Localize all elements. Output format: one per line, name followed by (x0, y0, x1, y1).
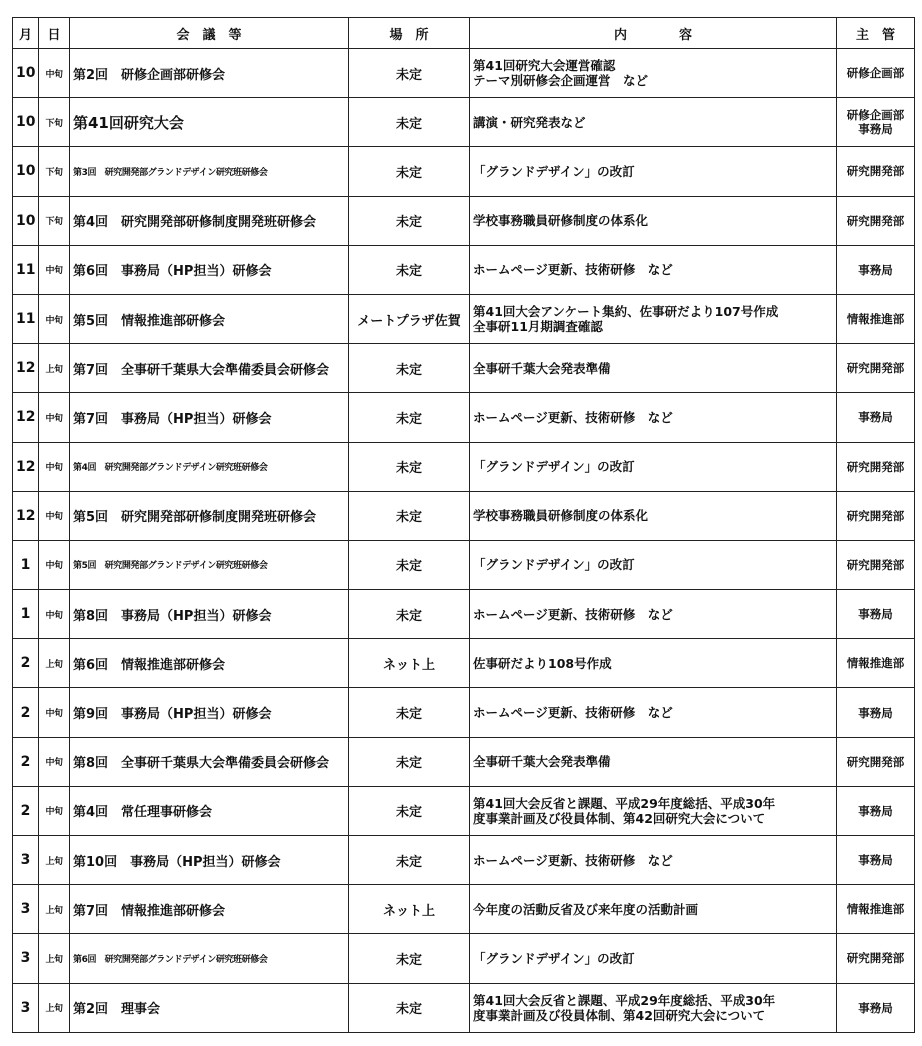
table-row (13, 196, 915, 245)
org-cell (837, 786, 915, 835)
table-row (13, 688, 915, 737)
org-line: 研究開発部 (846, 754, 905, 769)
place-cell: 未定 (349, 147, 470, 196)
org-line: 事務局 (858, 410, 893, 425)
content-line: ホームページ更新、技術研修 など (473, 262, 673, 278)
org-line: 事務局 (858, 705, 893, 720)
content-line: ホームページ更新、技術研修 など (473, 606, 673, 622)
day-cell: 中旬 (39, 737, 70, 786)
org-cell (837, 442, 915, 491)
day-cell: 中旬 (39, 393, 70, 442)
place-cell: ネット上 (349, 885, 470, 934)
month-cell: 10 (13, 147, 39, 196)
table-row (13, 590, 915, 639)
org-line: 研究開発部 (846, 361, 905, 376)
month-cell: 3 (13, 885, 39, 934)
place-cell: 未定 (349, 98, 470, 147)
table-row (13, 639, 915, 688)
day-cell: 上旬 (39, 885, 70, 934)
org-line: 研究開発部 (846, 213, 905, 228)
table-row (13, 934, 915, 983)
month-cell: 12 (13, 344, 39, 393)
org-cell (837, 294, 915, 343)
header-row (13, 18, 915, 49)
content-line: 「グランドデザイン」の改訂 (473, 557, 635, 573)
content-line: 今年度の活動反省及び来年度の活動計画 (473, 901, 699, 917)
content-line: 佐事研だより108号作成 (473, 655, 612, 671)
day-cell: 上旬 (39, 983, 70, 1032)
day-cell: 中旬 (39, 540, 70, 589)
place-cell: 未定 (349, 737, 470, 786)
day-cell: 中旬 (39, 786, 70, 835)
meeting-cell: 第10回 事務局（HP担当）研修会 (70, 836, 349, 885)
org-line: 事務局 (858, 122, 893, 137)
meeting-cell: 第7回 事務局（HP担当）研修会 (70, 393, 349, 442)
month-cell: 10 (13, 196, 39, 245)
place-cell: 未定 (349, 245, 470, 294)
meeting-cell: 第7回 全事研千葉県大会準備委員会研修会 (70, 344, 349, 393)
month-cell: 2 (13, 786, 39, 835)
org-cell (837, 885, 915, 934)
org-line: 事務局 (858, 803, 893, 818)
month-cell: 1 (13, 590, 39, 639)
place-cell: 未定 (349, 49, 470, 98)
org-cell (837, 98, 915, 147)
org-cell (837, 590, 915, 639)
meeting-cell: 第5回 研究開発部研修制度開発班研修会 (70, 491, 349, 540)
table-row (13, 737, 915, 786)
content-line: ホームページ更新、技術研修 など (473, 409, 673, 425)
content-cell (470, 98, 837, 147)
day-cell: 中旬 (39, 590, 70, 639)
place-cell: 未定 (349, 983, 470, 1032)
content-cell (470, 639, 837, 688)
content-cell (470, 294, 837, 343)
org-cell (837, 983, 915, 1032)
day-cell: 中旬 (39, 442, 70, 491)
meeting-cell: 第5回 情報推進部研修会 (70, 294, 349, 343)
org-line: 研修企画部 (846, 66, 905, 81)
org-line: 研究開発部 (846, 459, 905, 474)
meeting-cell: 第5回 研究開発部グランドデザイン研究班研修会 (70, 540, 349, 589)
org-line: 研究開発部 (846, 951, 905, 966)
month-cell: 10 (13, 98, 39, 147)
meeting-cell: 第8回 全事研千葉県大会準備委員会研修会 (70, 737, 349, 786)
day-cell: 上旬 (39, 639, 70, 688)
meeting-cell: 第2回 研修企画部研修会 (70, 49, 349, 98)
content-cell (470, 688, 837, 737)
meeting-cell: 第6回 情報推進部研修会 (70, 639, 349, 688)
meeting-cell: 第9回 事務局（HP担当）研修会 (70, 688, 349, 737)
day-cell: 中旬 (39, 491, 70, 540)
table-row (13, 393, 915, 442)
day-cell: 下旬 (39, 196, 70, 245)
day-cell: 上旬 (39, 836, 70, 885)
org-line: 事務局 (858, 262, 893, 277)
org-cell (837, 147, 915, 196)
org-cell (837, 196, 915, 245)
header-place: 場 所 (349, 18, 470, 49)
org-cell (837, 934, 915, 983)
content-line: 「グランドデザイン」の改訂 (473, 459, 635, 475)
month-cell: 2 (13, 688, 39, 737)
meeting-cell: 第2回 理事会 (70, 983, 349, 1032)
table-row (13, 786, 915, 835)
header-content: 内 容 (470, 18, 837, 49)
content-cell (470, 49, 837, 98)
month-cell: 3 (13, 983, 39, 1032)
content-cell (470, 245, 837, 294)
content-cell (470, 442, 837, 491)
content-line: 第41回研究大会運営確認 (473, 58, 616, 74)
content-line: 度事業計画及び役員体制、第42回研究大会について (473, 1007, 766, 1023)
content-line: 全事研11月期調査確認 (473, 319, 603, 335)
schedule-table (12, 17, 915, 1033)
content-cell (470, 737, 837, 786)
meeting-cell: 第7回 情報推進部研修会 (70, 885, 349, 934)
meeting-cell: 第3回 研究開発部グランドデザイン研究班研修会 (70, 147, 349, 196)
org-cell (837, 737, 915, 786)
month-cell: 11 (13, 245, 39, 294)
org-cell (837, 245, 915, 294)
table-row (13, 98, 915, 147)
month-cell: 12 (13, 442, 39, 491)
table-row (13, 442, 915, 491)
content-cell (470, 786, 837, 835)
content-line: 「グランドデザイン」の改訂 (473, 950, 635, 966)
content-line: テーマ別研修会企画運営 など (473, 73, 649, 89)
org-line: 事務局 (858, 1000, 893, 1015)
content-cell (470, 540, 837, 589)
meeting-cell: 第4回 研究開発部グランドデザイン研究班研修会 (70, 442, 349, 491)
place-cell: 未定 (349, 786, 470, 835)
content-line: ホームページ更新、技術研修 など (473, 852, 673, 868)
month-cell: 3 (13, 836, 39, 885)
header-month: 月 (13, 18, 39, 49)
table-row (13, 344, 915, 393)
content-cell (470, 196, 837, 245)
content-cell (470, 491, 837, 540)
content-line: 全事研千葉大会発表準備 (473, 754, 611, 770)
org-line: 情報推進部 (846, 656, 905, 671)
month-cell: 12 (13, 491, 39, 540)
meeting-cell: 第41回研究大会 (70, 98, 349, 147)
content-line: 学校事務職員研修制度の体系化 (473, 508, 649, 524)
place-cell: 未定 (349, 540, 470, 589)
place-cell: 未定 (349, 590, 470, 639)
content-line: ホームページ更新、技術研修 など (473, 705, 673, 721)
org-cell (837, 836, 915, 885)
meeting-cell: 第8回 事務局（HP担当）研修会 (70, 590, 349, 639)
content-line: 「グランドデザイン」の改訂 (473, 163, 635, 179)
content-line: 学校事務職員研修制度の体系化 (473, 213, 649, 229)
table-row (13, 294, 915, 343)
place-cell: 未定 (349, 393, 470, 442)
day-cell: 中旬 (39, 294, 70, 343)
month-cell: 2 (13, 639, 39, 688)
month-cell: 1 (13, 540, 39, 589)
org-line: 研究開発部 (846, 164, 905, 179)
day-cell: 中旬 (39, 688, 70, 737)
table-row (13, 147, 915, 196)
org-line: 情報推進部 (846, 312, 905, 327)
content-cell (470, 344, 837, 393)
org-cell (837, 344, 915, 393)
content-cell (470, 147, 837, 196)
place-cell: ネット上 (349, 639, 470, 688)
meeting-cell: 第4回 常任理事研修会 (70, 786, 349, 835)
content-cell (470, 393, 837, 442)
content-line: 第41回大会反省と課題、平成29年度総括、平成30年 (473, 795, 776, 811)
place-cell: メートプラザ佐賀 (349, 294, 470, 343)
org-line: 情報推進部 (846, 902, 905, 917)
table-row (13, 245, 915, 294)
day-cell: 上旬 (39, 344, 70, 393)
place-cell: 未定 (349, 344, 470, 393)
content-line: 第41回大会アンケート集約、佐事研だより107号作成 (473, 304, 779, 320)
table-row (13, 540, 915, 589)
org-line: 事務局 (858, 607, 893, 622)
place-cell: 未定 (349, 491, 470, 540)
meeting-cell: 第6回 事務局（HP担当）研修会 (70, 245, 349, 294)
org-cell (837, 491, 915, 540)
table-row (13, 49, 915, 98)
table-row (13, 836, 915, 885)
month-cell: 2 (13, 737, 39, 786)
table-row (13, 983, 915, 1032)
month-cell: 10 (13, 49, 39, 98)
content-line: 全事研千葉大会発表準備 (473, 360, 611, 376)
content-cell (470, 836, 837, 885)
month-cell: 12 (13, 393, 39, 442)
org-cell (837, 393, 915, 442)
day-cell: 下旬 (39, 98, 70, 147)
month-cell: 11 (13, 294, 39, 343)
org-cell (837, 639, 915, 688)
content-cell (470, 934, 837, 983)
place-cell: 未定 (349, 688, 470, 737)
org-line: 研究開発部 (846, 557, 905, 572)
day-cell: 中旬 (39, 49, 70, 98)
org-cell (837, 540, 915, 589)
content-cell (470, 590, 837, 639)
content-cell (470, 983, 837, 1032)
place-cell: 未定 (349, 196, 470, 245)
org-cell (837, 688, 915, 737)
org-line: 研究開発部 (846, 508, 905, 523)
org-cell (837, 49, 915, 98)
place-cell: 未定 (349, 442, 470, 491)
day-cell: 下旬 (39, 147, 70, 196)
content-line: 度事業計画及び役員体制、第42回研究大会について (473, 810, 766, 826)
place-cell: 未定 (349, 836, 470, 885)
header-day: 日 (39, 18, 70, 49)
content-line: 第41回大会反省と課題、平成29年度総括、平成30年 (473, 992, 776, 1008)
content-line: 講演・研究発表など (473, 114, 586, 130)
org-line: 研修企画部 (846, 108, 905, 123)
day-cell: 上旬 (39, 934, 70, 983)
month-cell: 3 (13, 934, 39, 983)
header-meeting: 会 議 等 (70, 18, 349, 49)
meeting-cell: 第4回 研究開発部研修制度開発班研修会 (70, 196, 349, 245)
table-row (13, 491, 915, 540)
table-row (13, 885, 915, 934)
meeting-cell: 第6回 研究開発部グランドデザイン研究班研修会 (70, 934, 349, 983)
day-cell: 中旬 (39, 245, 70, 294)
place-cell: 未定 (349, 934, 470, 983)
org-line: 事務局 (858, 853, 893, 868)
header-org: 主 管 (837, 18, 915, 49)
content-cell (470, 885, 837, 934)
